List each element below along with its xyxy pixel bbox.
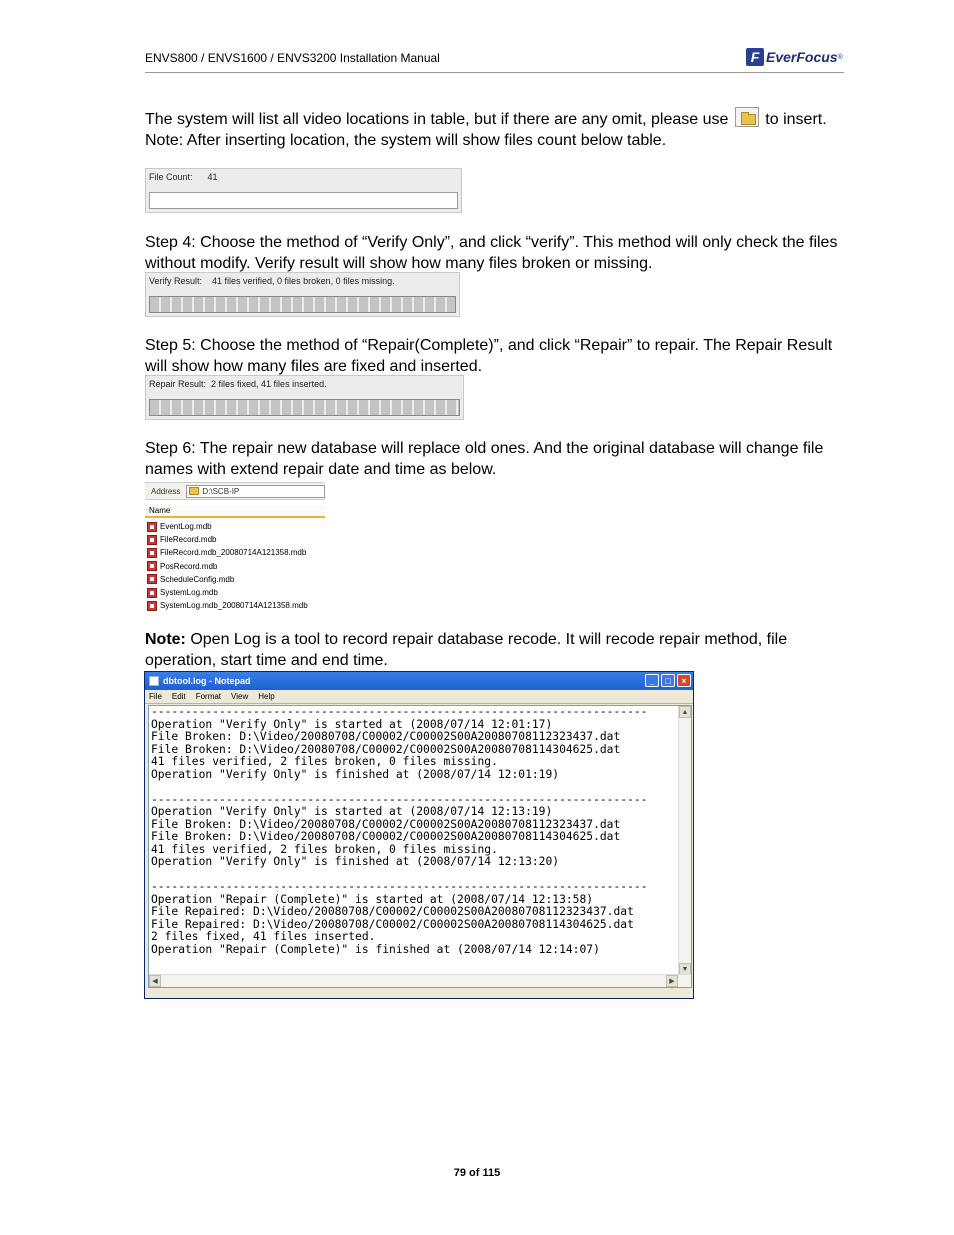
- address-input[interactable]: [186, 485, 325, 498]
- notepad-app-icon: [149, 676, 159, 686]
- everfocus-logo: [746, 47, 843, 67]
- manual-title: ENVS800 / ENVS1600 / ENVS3200 Installation Manual: [145, 51, 440, 65]
- notepad-titlebar[interactable]: [145, 672, 693, 690]
- minimize-icon[interactable]: _: [645, 674, 659, 687]
- repair-result-panel: [145, 375, 464, 420]
- intro-text-before: The system will list all video locations in table, but if there are any omit, please use: [145, 111, 729, 128]
- file-count-panel: [145, 168, 462, 213]
- logo-mark-icon: F: [746, 48, 764, 66]
- header-divider: [145, 72, 844, 73]
- scroll-up-icon[interactable]: ▲: [679, 706, 691, 718]
- notepad-menubar: [145, 690, 693, 704]
- notepad-window: [144, 671, 694, 999]
- logo-registered: ®: [837, 53, 843, 61]
- scroll-down-icon[interactable]: ▼: [679, 963, 691, 975]
- mdb-file-icon: [147, 522, 157, 532]
- mdb-file-icon: [147, 548, 157, 558]
- step4-paragraph: Step 4: Choose the method of “Verify Only”, and click “verify”. This method will only check the files without modify. Verify result will show how many files broken or missing.: [145, 234, 838, 272]
- verify-result-panel: [145, 272, 460, 317]
- repair-progress-bar: [149, 399, 460, 416]
- verify-progress-bar: [149, 296, 456, 313]
- logo-text: EverFocus: [766, 49, 838, 65]
- note-paragraph: [145, 630, 845, 671]
- intro-note: Note: After inserting location, the system will show files count below table.: [145, 131, 667, 149]
- notepad-text-area[interactable]: [148, 705, 692, 988]
- list-item[interactable]: [145, 533, 325, 546]
- file-name: ScheduleConfig.mdb: [160, 574, 235, 584]
- insert-folder-icon: [735, 107, 759, 127]
- note-label: Note:: [145, 631, 186, 648]
- scroll-left-icon[interactable]: ◀: [149, 975, 161, 987]
- file-list: [145, 520, 325, 612]
- close-icon[interactable]: ×: [677, 674, 691, 687]
- menu-edit[interactable]: Edit: [171, 692, 186, 701]
- address-value: D:\SCB-IP: [202, 486, 240, 496]
- repair-result-label: Repair Result: 2 files fixed, 41 files inserted.: [149, 379, 327, 389]
- menu-format[interactable]: Format: [195, 692, 222, 701]
- maximize-icon[interactable]: □: [661, 674, 675, 687]
- file-name: SystemLog.mdb: [160, 588, 218, 598]
- intro-text-after: to insert.: [765, 111, 827, 128]
- file-name: PosRecord.mdb: [160, 561, 218, 571]
- note-text: Open Log is a tool to record repair database recode. It will recode repair method, file operation, start time and end time.: [145, 631, 788, 669]
- list-item[interactable]: [145, 586, 325, 599]
- address-bar: [145, 482, 325, 500]
- mdb-file-icon: [147, 561, 157, 571]
- file-count-bar: [149, 192, 458, 209]
- name-column-header[interactable]: Name: [145, 506, 325, 518]
- step5-paragraph: Step 5: Choose the method of “Repair(Complete)”, and click “Repair” to repair. The Repair Result will show how many files are fixed and inserted.: [145, 337, 833, 375]
- list-item[interactable]: [145, 546, 325, 559]
- menu-file[interactable]: File: [149, 692, 162, 701]
- file-name: FileRecord.mdb: [160, 535, 217, 545]
- horizontal-scrollbar[interactable]: [149, 974, 691, 987]
- file-name: EventLog.mdb: [160, 522, 212, 532]
- intro-paragraph: [145, 107, 845, 151]
- explorer-window: [145, 482, 325, 610]
- list-item[interactable]: [145, 520, 325, 533]
- notepad-bottom-edge: [145, 988, 693, 998]
- file-name: SystemLog.mdb_20080714A121358.mdb: [160, 601, 308, 611]
- mdb-file-icon: [147, 601, 157, 611]
- mdb-file-icon: [147, 535, 157, 545]
- step6-paragraph: Step 6: The repair new database will replace old ones. And the original database will change file names with extend repair date and time as below.: [145, 440, 824, 478]
- page-number: 79 of 115: [453, 1167, 501, 1179]
- verify-result-label: Verify Result: 41 files verified, 0 files broken, 0 files missing.: [149, 276, 395, 286]
- log-content: ------------------------------------------------------------------------- Operation "Verify Only" is started at (2008/07/14 12:01:17) File Broken: D:\Video/20080708/C00002/C00002S00A20080708112323437.dat File Broken: D:\Video/20080708/C00002/C00002S00A20080708114304625.dat 41 files verified, 2 files broken, 0 files missing. Operation "Verify Only" is finished at (2008/07/14 12:01:19) ------------------------------------------------------------------------- Operation "Verify Only" is started at (2008/07/14 12:13:19) File Broken: D:\Video/20080708/C00002/C00002S00A20080708112323437.dat File Broken: D:\Video/20080708/C00002/C00002S00A20080708114304625.dat 41 files verified, 2 files broken, 0 files missing. Operation "Verify Only" is finished at (2008/07/14 12:13:20) ------------------------------------------------------------------------- Operation "Repair (Complete)" is started at (2008/07/14 12:13:58) File Repaired: D:\Video/20080708/C00002/C00002S00A20080708112323437.dat File Repaired: D:\Video/20080708/C00002/C00002S00A20080708114304625.dat 2 files fixed, 41 files inserted. Operation "Repair (Complete)" is finished at (2008/07/14 12:14:07): [151, 705, 648, 956]
- folder-icon: [189, 487, 199, 495]
- mdb-file-icon: [147, 574, 157, 584]
- menu-help[interactable]: Help: [258, 692, 275, 701]
- vertical-scrollbar[interactable]: [678, 706, 691, 975]
- mdb-file-icon: [147, 588, 157, 598]
- scroll-right-icon[interactable]: ▶: [666, 975, 678, 987]
- list-item[interactable]: [145, 573, 325, 586]
- list-item[interactable]: [145, 560, 325, 573]
- address-label: Address: [151, 486, 181, 496]
- notepad-title: dbtool.log - Notepad: [163, 676, 251, 686]
- file-name: FileRecord.mdb_20080714A121358.mdb: [160, 548, 307, 558]
- menu-view[interactable]: View: [231, 692, 249, 701]
- file-count-label: File Count: 41: [149, 172, 218, 182]
- list-item[interactable]: [145, 599, 325, 612]
